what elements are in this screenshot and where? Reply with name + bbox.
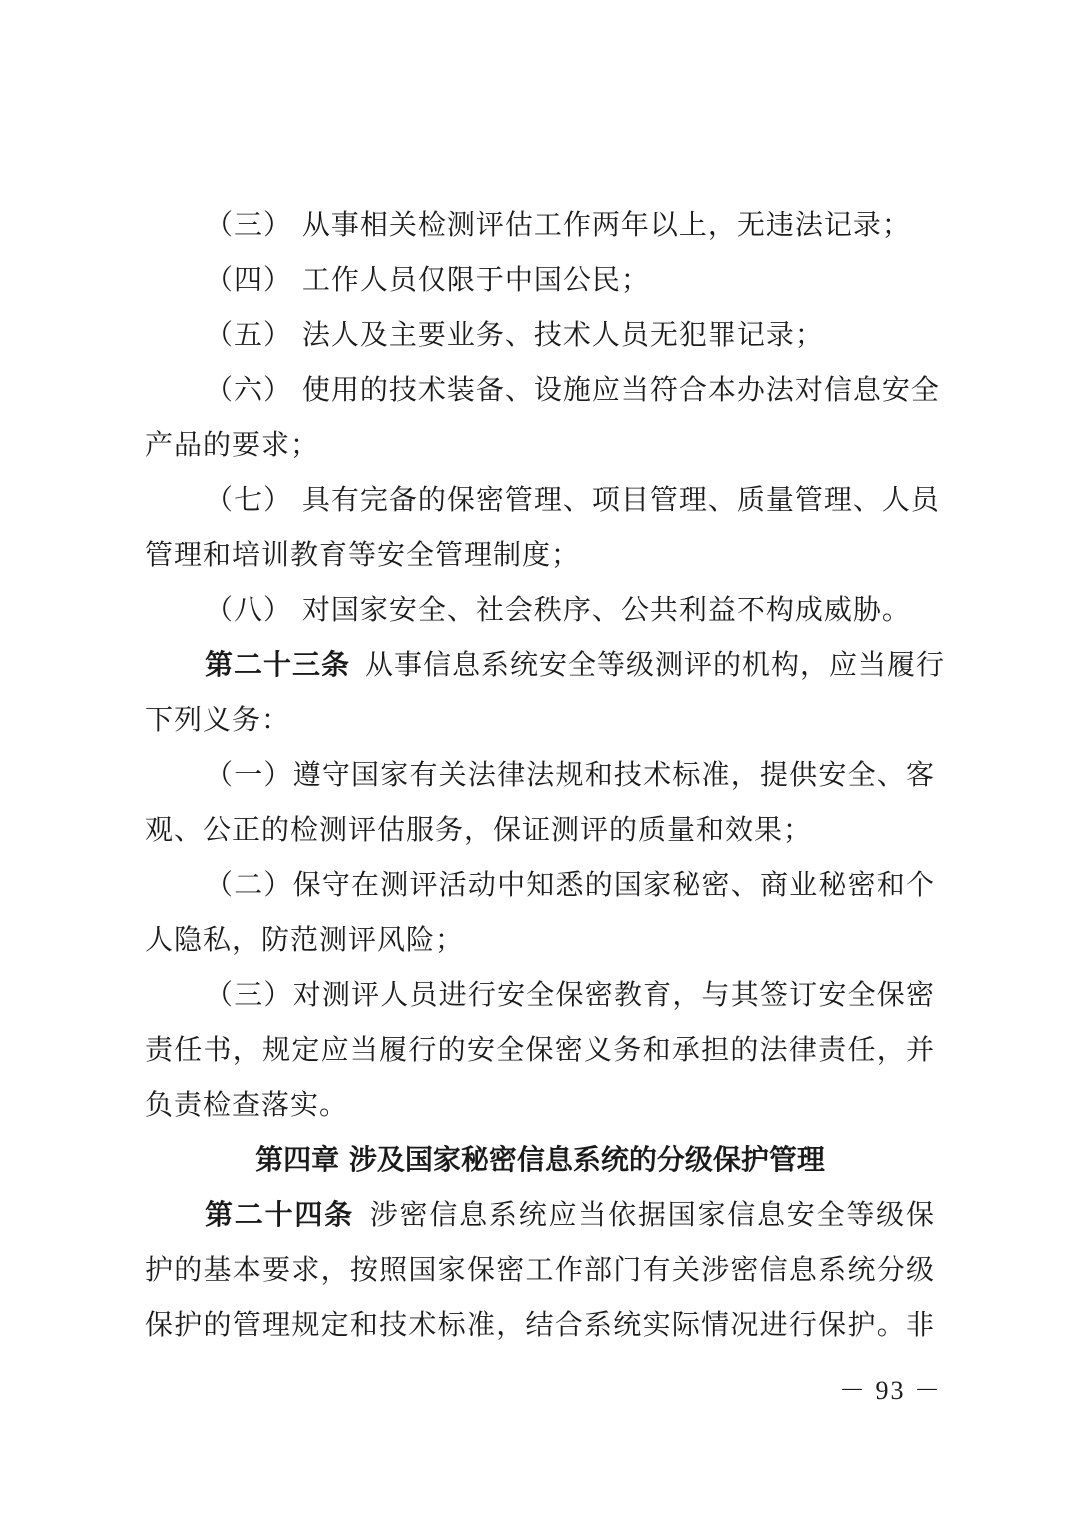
article-23-line-1 [145,637,946,692]
article-24-line-2: 护的基本要求，按照国家保密工作部门有关涉密信息系统分级 [145,1253,935,1286]
duty-3-line-1: （三）对测评人员进行安全保密教育，与其签订安全保密 [205,978,935,1011]
duty-1-line-1: （一）遵守国家有关法律法规和技术标准，提供安全、客 [205,758,935,791]
body-text [145,197,946,1352]
duty-3-line-2: 责任书，规定应当履行的安全保密义务和承担的法律责任，并 [145,1033,935,1066]
item-7-line-2: 管理和培训教育等安全管理制度； [145,538,581,571]
article-24-line-1 [145,1187,935,1242]
duty-2-line-1: （二）保守在测评活动中知悉的国家秘密、商业秘密和个 [205,868,935,901]
article-24-title: 第二十四条 [205,1198,354,1231]
item-6-line-2: 产品的要求； [145,428,320,461]
item-7-line-1: （七） 具有完备的保密管理、项目管理、质量管理、人员 [205,483,940,516]
duty-1-line-2: 观、公正的检测评估服务，保证测评的质量和效果； [145,813,813,846]
article-23-line-2: 下列义务： [145,703,291,736]
item-5-line-1: （五） 法人及主要业务、技术人员无犯罪记录； [205,318,824,351]
article-23-title: 第二十三条 [205,648,351,681]
duty-3-line-3: 负责检查落实。 [145,1088,349,1121]
article-24-line-3: 保护的管理规定和技术标准，结合系统实际情况进行保护。非 [145,1308,935,1341]
duty-2-line-2: 人隐私，防范测评风险； [145,923,465,956]
item-4-line-1: （四） 工作人员仅限于中国公民； [205,263,650,296]
item-8-line-1: （八） 对国家安全、社会秩序、公共利益不构成威胁。 [205,593,911,626]
item-3-line-1: （三） 从事相关检测评估工作两年以上，无违法记录； [205,208,911,241]
page-number: － 93 － [838,1376,942,1405]
chapter-heading: 第四章 涉及国家秘密信息系统的分级保护管理 [255,1143,825,1176]
item-6-line-1: （六） 使用的技术装备、设施应当符合本办法对信息安全 [205,373,940,406]
article-24-text: 涉密信息系统应当依据国家信息安全等级保 [368,1198,935,1231]
article-23-text: 从事信息系统安全等级测评的机构，应当履行 [365,648,946,681]
